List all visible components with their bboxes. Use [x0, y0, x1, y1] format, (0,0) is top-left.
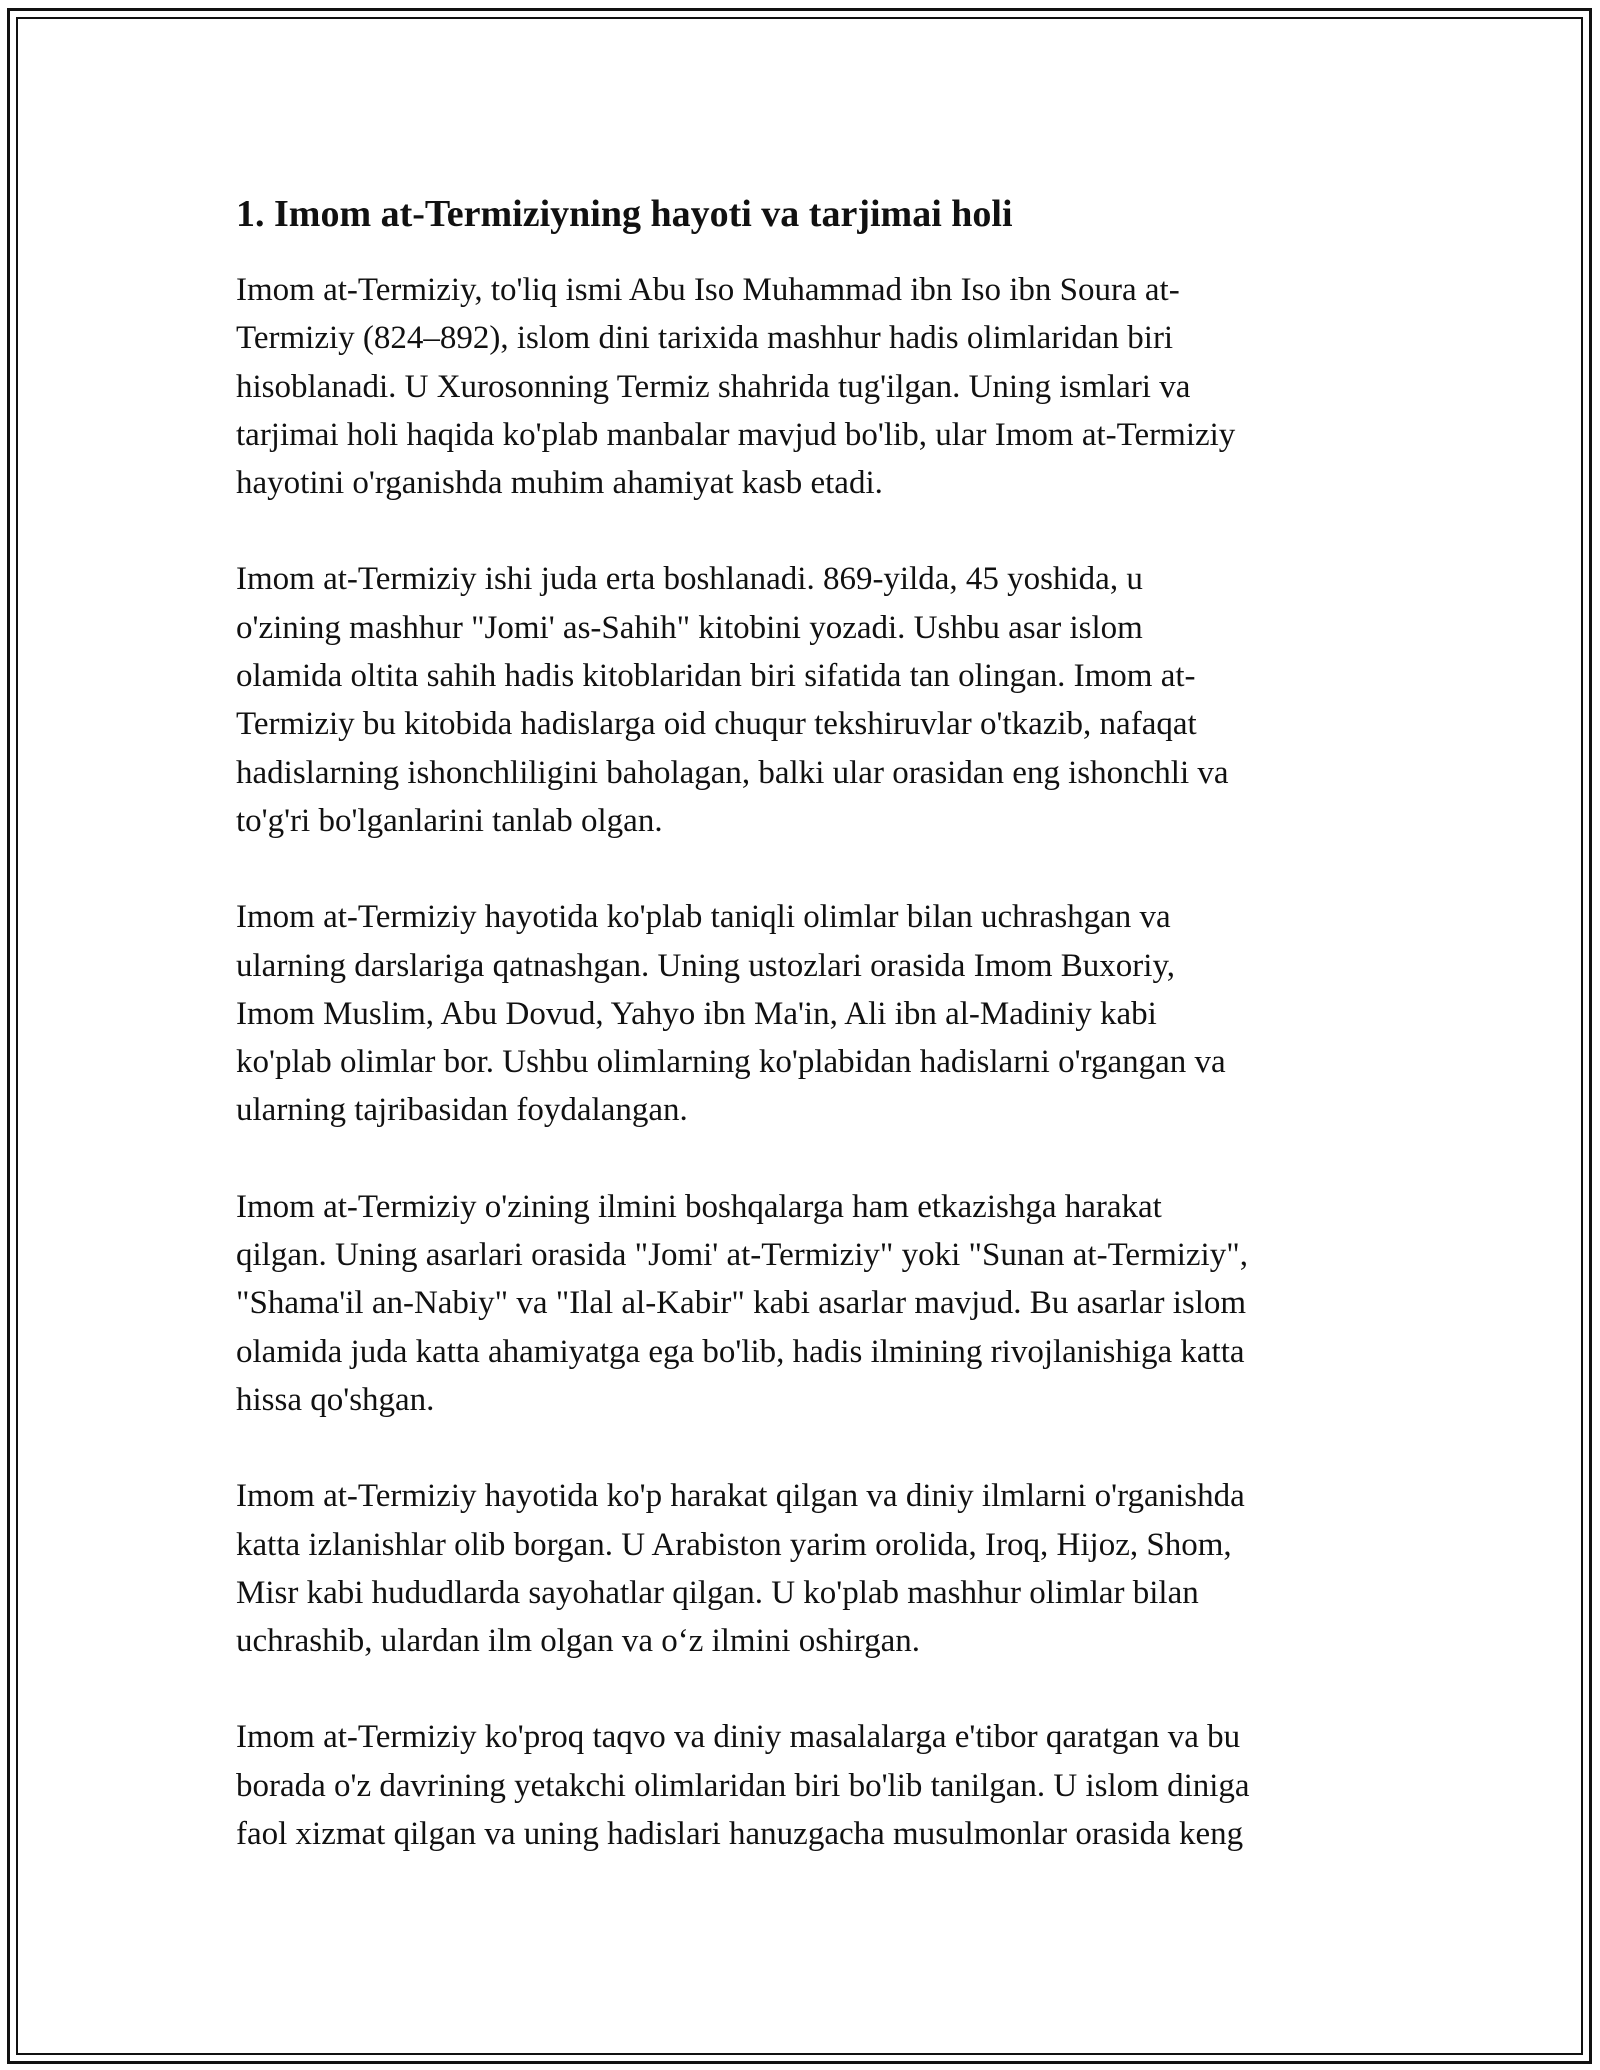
paragraph-1: Imom at-Termiziy, to'liq ismi Abu Iso Muhammad ibn Iso ibn Soura at- Termiziy (824–892), islom dini tarixida mashhur hadis olimlaridan biri hisoblanadi. U Xurosonning Termiz shahrida tug'ilgan. Uning ismlari va tarjimai holi haqida ko'plab manbalar mavjud bo'lib, ular Imom at-Termiziy hayotini o'rganishda muhim ahamiyat kasb etadi. — [236, 272, 1236, 502]
paragraph-2: Imom at-Termiziy ishi juda erta boshlanadi. 869-yilda, 45 yoshida, u o'zining mashhur "Jomi' as-Sahih" kitobini yozadi. Ushbu asar islom olamida oltita sahih hadis kitoblaridan biri sifatida tan olingan. Imom at- Termiziy bu kitobida hadislarga oid chuqur tekshiruvlar o'tkazib, nafaqat hadislarning ishonchliligini baholagan, balki ular orasidan eng ishonchli va to'g'ri bo'lganlarini tanlab olgan. — [236, 561, 1229, 839]
paragraph-6: Imom at-Termiziy ko'proq taqvo va diniy masalalarga e'tibor qaratgan va bu borada o'z davrining yetakchi olimlaridan biri bo'lib tanilgan. U islom diniga faol xizmat qilgan va uning hadislari hanuzgacha musulmonlar orasida keng — [236, 1719, 1250, 1853]
document-body — [236, 186, 1386, 1858]
section-heading: 1. Imom at-Termiziyning hayoti va tarjimai holi — [236, 193, 1013, 235]
paragraph-5: Imom at-Termiziy hayotida ko'p harakat qilgan va diniy ilmlarni o'rganishda katta izlanishlar olib borgan. U Arabiston yarim orolida, Iroq, Hijoz, Shom, Misr kabi hududlarda sayohatlar qilgan. U ko'plab mashhur olimlar bilan uchrashib, ulardan ilm olgan va o‘z ilmini oshirgan. — [236, 1478, 1245, 1660]
paragraph-3: Imom at-Termiziy hayotida ko'plab taniqli olimlar bilan uchrashgan va ularning darslariga qatnashgan. Uning ustozlari orasida Imom Buxoriy, Imom Muslim, Abu Dovud, Yahyo ibn Ma'in, Ali ibn al-Madiniy kabi ko'plab olimlar bor. Ushbu olimlarning ko'plabidan hadislarni o'rgangan va ularning tajribasidan foydalangan. — [236, 899, 1226, 1129]
paragraph-4: Imom at-Termiziy o'zining ilmini boshqalarga ham etkazishga harakat qilgan. Uning asarlari orasida "Jomi' at-Termiziy" yoki "Sunan at-Termiziy", "Shama'il an-Nabiy" va "Ilal al-Kabir" kabi asarlar mavjud. Bu asarlar islom olamida juda katta ahamiyatga ega bo'lib, hadis ilmining rivojlanishiga katta hissa qo'shgan. — [236, 1188, 1248, 1418]
